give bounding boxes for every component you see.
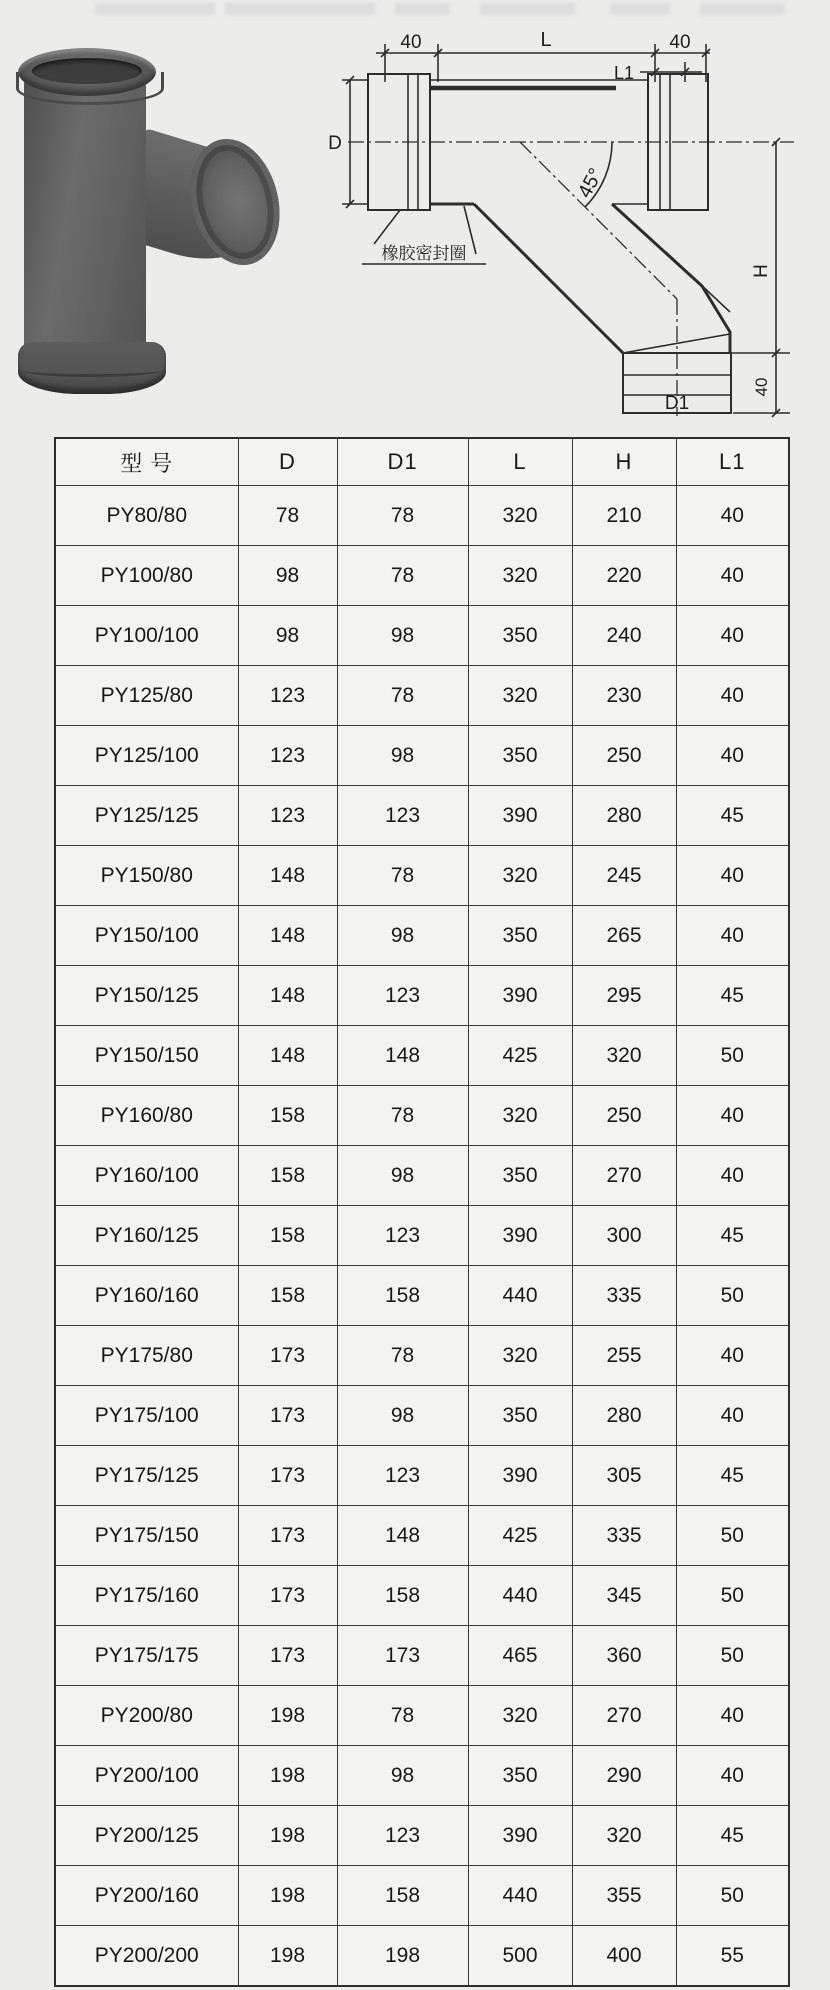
table-cell: 245 [572,846,676,906]
table-cell: PY175/100 [55,1386,238,1446]
fitting-body [24,72,146,380]
table-row [55,486,789,546]
table-cell: 78 [337,1086,468,1146]
table-cell: 345 [572,1566,676,1626]
table-header-cell: D1 [337,438,468,486]
table-cell: 158 [337,1266,468,1326]
table-cell: 45 [676,966,789,1026]
table-row [55,1326,789,1386]
table-cell: 123 [238,786,337,846]
table-cell: 350 [468,906,572,966]
dim-label-L: L [540,29,552,51]
table-cell: 40 [676,906,789,966]
table-row [55,606,789,666]
table-cell: 148 [238,906,337,966]
table-cell: 148 [238,966,337,1026]
table-cell: 230 [572,666,676,726]
table-cell: 350 [468,1746,572,1806]
fitting-top-socket-ridge [16,72,164,105]
table-cell: 158 [238,1146,337,1206]
dim-label-bottom-40: 40 [752,377,771,397]
table-row [55,1686,789,1746]
table-cell: PY100/100 [55,606,238,666]
table-cell: 173 [238,1626,337,1686]
table-cell: 78 [337,1326,468,1386]
table-cell: 40 [676,546,789,606]
table-cell: 210 [572,486,676,546]
table-cell: 40 [676,846,789,906]
table-cell: PY125/80 [55,666,238,726]
table-cell: 320 [468,486,572,546]
table-row [55,1806,789,1866]
table-cell: 148 [238,1026,337,1086]
table-cell: 240 [572,606,676,666]
table-cell: 123 [337,1446,468,1506]
table-row [55,1146,789,1206]
table-row [55,906,789,966]
dim-label-L1: L1 [613,63,635,83]
table-cell: PY175/150 [55,1506,238,1566]
table-cell: PY175/125 [55,1446,238,1506]
table-cell: 320 [468,1686,572,1746]
table-cell: PY80/80 [55,486,238,546]
table-cell: PY200/200 [55,1926,238,1987]
table-cell: 355 [572,1866,676,1926]
seal-ring-label: 橡胶密封圈 [381,244,467,263]
table-cell: 40 [676,486,789,546]
table-cell: 98 [337,1386,468,1446]
table-cell: 250 [572,1086,676,1146]
table-row [55,1206,789,1266]
table-cell: 158 [337,1566,468,1626]
table-cell: 320 [468,666,572,726]
table-cell: PY200/160 [55,1866,238,1926]
table-cell: 400 [572,1926,676,1987]
table-cell: 390 [468,1206,572,1266]
table-cell: 390 [468,1806,572,1866]
table-cell: 360 [572,1626,676,1686]
table-cell: PY160/125 [55,1206,238,1266]
table-cell: 270 [572,1146,676,1206]
table-cell: 40 [676,666,789,726]
fitting-bottom-ridge [22,364,160,377]
dim-label-D: D [328,133,342,154]
table-cell: 290 [572,1746,676,1806]
table-cell: 335 [572,1266,676,1326]
table-cell: PY175/80 [55,1326,238,1386]
technical-drawing [278,16,830,420]
table-cell: PY160/160 [55,1266,238,1326]
table-cell: 40 [676,1746,789,1806]
table-cell: 78 [238,486,337,546]
table-cell: 158 [238,1206,337,1266]
table-cell: 198 [337,1926,468,1987]
table-cell: 270 [572,1686,676,1746]
table-cell: PY160/80 [55,1086,238,1146]
table-cell: 173 [238,1566,337,1626]
table-cell: 98 [337,1746,468,1806]
table-cell: 158 [337,1866,468,1926]
table-cell: 50 [676,1506,789,1566]
table-cell: 265 [572,906,676,966]
table-header-row [55,438,789,486]
table-cell: 173 [238,1446,337,1506]
table-cell: 305 [572,1446,676,1506]
table-cell: 198 [238,1806,337,1866]
table-header-cell: 型 号 [55,438,238,486]
table-cell: 390 [468,966,572,1026]
table-row [55,1926,789,1987]
table-row [55,666,789,726]
table-row [55,846,789,906]
table-cell: 198 [238,1926,337,1987]
product-photo [16,46,284,398]
table-cell: 280 [572,1386,676,1446]
table-cell: 173 [238,1326,337,1386]
table-cell: PY200/125 [55,1806,238,1866]
table-row [55,1746,789,1806]
table-cell: 500 [468,1926,572,1987]
dim-label-D1: D1 [664,393,690,414]
table-row [55,546,789,606]
table-cell: 425 [468,1026,572,1086]
table-cell: 320 [468,1086,572,1146]
table-cell: 320 [468,846,572,906]
table-row [55,966,789,1026]
table-cell: 123 [238,666,337,726]
table-cell: 98 [337,1146,468,1206]
table-cell: 300 [572,1206,676,1266]
table-cell: 45 [676,1806,789,1866]
table-row [55,786,789,846]
table-row [55,1026,789,1086]
table-cell: 78 [337,1686,468,1746]
table-cell: 78 [337,546,468,606]
dim-label-top-left-40: 40 [400,32,422,53]
table-cell: 173 [238,1386,337,1446]
table-cell: 98 [337,726,468,786]
table-cell: 390 [468,786,572,846]
table-cell: 148 [337,1506,468,1566]
table-cell: 40 [676,1086,789,1146]
table-cell: 350 [468,726,572,786]
table-cell: 350 [468,1386,572,1446]
table-cell: 350 [468,1146,572,1206]
table-cell: 158 [238,1086,337,1146]
table-cell: 320 [468,546,572,606]
table-cell: 123 [337,966,468,1026]
table-row [55,1386,789,1446]
table-row [55,1866,789,1926]
table-cell: 123 [337,1806,468,1866]
table-cell: PY100/80 [55,546,238,606]
table-cell: 78 [337,846,468,906]
table-cell: PY125/125 [55,786,238,846]
table-cell: 50 [676,1626,789,1686]
table-cell: 50 [676,1566,789,1626]
table-cell: PY200/100 [55,1746,238,1806]
table-cell: 320 [572,1806,676,1866]
table-cell: 78 [337,486,468,546]
table-row [55,1506,789,1566]
table-cell: PY150/100 [55,906,238,966]
table-cell: 45 [676,1206,789,1266]
table-cell: 465 [468,1626,572,1686]
dim-label-H: H [751,264,772,278]
table-cell: PY125/100 [55,726,238,786]
table-cell: 40 [676,1326,789,1386]
table-row [55,726,789,786]
table-cell: 40 [676,606,789,666]
angle-label-45: 45° [573,164,608,202]
table-cell: 440 [468,1566,572,1626]
table-cell: PY160/100 [55,1146,238,1206]
table-cell: 123 [238,726,337,786]
table-cell: 440 [468,1866,572,1926]
table-cell: 40 [676,1146,789,1206]
table-cell: 148 [238,846,337,906]
table-cell: 50 [676,1026,789,1086]
table-row [55,1566,789,1626]
table-cell: 255 [572,1326,676,1386]
table-cell: 148 [337,1026,468,1086]
table-row [55,1086,789,1146]
table-cell: 198 [238,1686,337,1746]
table-cell: PY150/125 [55,966,238,1026]
table-cell: 173 [238,1506,337,1566]
table-cell: 40 [676,1686,789,1746]
table-cell: 280 [572,786,676,846]
table-cell: 440 [468,1266,572,1326]
table-row [55,1626,789,1686]
table-header-cell: L [468,438,572,486]
table-cell: 98 [337,906,468,966]
table-header-cell: H [572,438,676,486]
table-cell: 198 [238,1866,337,1926]
table-row [55,1266,789,1326]
table-cell: 320 [572,1026,676,1086]
table-cell: 50 [676,1866,789,1926]
table-cell: 250 [572,726,676,786]
table-cell: 45 [676,786,789,846]
dim-label-top-right-40: 40 [669,32,691,53]
table-cell: 123 [337,786,468,846]
table-cell: 50 [676,1266,789,1326]
table-cell: 173 [337,1626,468,1686]
table-cell: 220 [572,546,676,606]
table-cell: PY175/160 [55,1566,238,1626]
table-header-cell: L1 [676,438,789,486]
table-cell: 98 [337,606,468,666]
table-row [55,1446,789,1506]
table-cell: 158 [238,1266,337,1326]
table-cell: 295 [572,966,676,1026]
table-cell: 40 [676,726,789,786]
table-cell: 40 [676,1386,789,1446]
dimensions-table [54,437,790,1987]
table-cell: 198 [238,1746,337,1806]
table-cell: PY150/80 [55,846,238,906]
table-cell: 390 [468,1446,572,1506]
table-cell: 425 [468,1506,572,1566]
table-cell: 320 [468,1326,572,1386]
table-cell: PY150/150 [55,1026,238,1086]
table-cell: PY200/80 [55,1686,238,1746]
table-cell: 78 [337,666,468,726]
table-header-cell: D [238,438,337,486]
table-cell: 98 [238,606,337,666]
drawing-canvas [278,16,830,420]
table-cell: 55 [676,1926,789,1987]
table-cell: 335 [572,1506,676,1566]
table-cell: 123 [337,1206,468,1266]
table-cell: PY175/175 [55,1626,238,1686]
table-cell: 45 [676,1446,789,1506]
table-cell: 350 [468,606,572,666]
table-cell: 98 [238,546,337,606]
